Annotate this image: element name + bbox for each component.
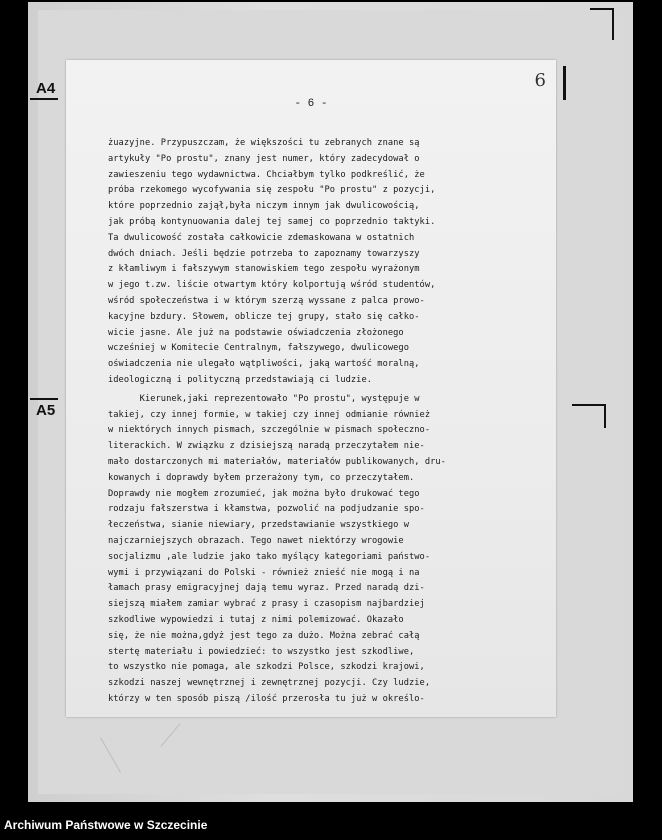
text-line: żuazyjne. Przypuszczam, że większości tu zebranych znane są (108, 138, 420, 148)
text-line: się, że nie można,gdyż jest tego za dużo. Można zebrać całą (108, 630, 420, 641)
text-line: wcześniej w Komitecie Centralnym, fałszywego, dwulicowego (108, 343, 409, 354)
text-line: wicie jasne. Ale już na podstawie oświadczenia złożonego (108, 327, 404, 338)
text-line: socjalizmu ,ale ludzie jako tako myślący kategoriami państwo- (108, 551, 431, 562)
text-line: stertę materiału i powiedzieć: to wszystko jest szkodliwe, (108, 646, 415, 657)
crop-mark-top-right (590, 8, 614, 40)
text-line: rodzaju fałszerstwa i kłamstwa, pozwolić na podjudzanie spo- (108, 504, 425, 515)
sheet-corner-mark (553, 66, 566, 100)
text-line: Ta dwulicowość została całkowicie zdemaskowana w ostatnich (108, 232, 415, 243)
text-line: dwóch dniach. Jeśli będzie potrzeba to zapoznamy towarzyszy (108, 248, 420, 259)
archive-credit: Archiwum Państwowe w Szczecinie (4, 818, 208, 832)
text-line: wymi i przywiązani do Polski - również znieść nie mogą i na (108, 567, 420, 578)
text-line: w jego t.zw. liście otwartym który kolportują wśród studentów, (108, 280, 436, 291)
page-number: - 6 - (294, 98, 328, 110)
text-line: w niektórych innych pismach, szczególnie w pismach społeczno- (108, 425, 431, 436)
text-line: zawieszeniu tego wydawnictwa. Chciałbym tylko podkreślić, że (108, 169, 425, 180)
crop-mark-top-left (30, 98, 58, 101)
text-line: którzy w ten sposób piszą /ilość przerosła tu już w określo- (108, 693, 425, 704)
text-line: literackich. W związku z dzisiejszą naradą przeczytałem nie- (108, 441, 425, 452)
text-line: wśród społeczeństwa i w którym szerzą wyssane z palca prowo- (108, 295, 425, 306)
text-line: z kłamliwym i fałszywym stanowiskiem tego zespołu wyrażonym (108, 264, 420, 275)
text-line: łeczeństwa, sianie niewiary, przedstawianie wszystkiego w (108, 520, 409, 531)
text-line: oświadczenia nie ulegało wątpliwości, jaką wartość moralną, (108, 359, 420, 370)
text-line: kowanych i doprawdy byłem przerażony tym, co przeczytałem. (108, 472, 415, 483)
text-line: najczarniejszych obrazach. Tego nawet niektórzy wrogowie (108, 535, 404, 546)
handwritten-page-number: 6 (534, 70, 546, 91)
text-line: to wszystko nie pomaga, ale szkodzi Polsce, szkodzi krajowi, (108, 662, 425, 673)
text-line: próba rzekomego wycofywania się zespołu "Po prostu" z pozycji, (108, 185, 436, 196)
text-line: szkodzi naszej wewnętrznej i zewnętrznej pozycji. Czy ludzie, (108, 678, 431, 689)
text-line: łamach prasy emigracyjnej dają temu wyraz. Przed naradą dzi- (108, 583, 425, 594)
text-line: siejszą miałem zamiar wybrać z prasy i czasopism najbardziej (108, 599, 425, 610)
typed-text-body (108, 136, 544, 708)
crop-mark-left (30, 398, 58, 401)
text-line: Kierunek,jaki reprezentowało "Po prostu", występuje w (108, 393, 420, 404)
text-line: które poprzednio zajął,była niczym innym jak dwulicowością, (108, 201, 420, 212)
text-line: ideologiczną i polityczną przedstawiają ci ludzie. (108, 374, 373, 385)
text-line: artykuły "Po prostu", znany jest numer, który zadecydował o (108, 153, 420, 164)
text-line: mało dostarczonych mi materiałów, materiałów publikowanych, dru- (108, 456, 446, 467)
text-line: jak próbą kontynuowania dalej tej samej co poprzednio taktyki. (108, 216, 436, 227)
text-line: szkodliwe wypowiedzi i tutaj z nimi polemizować. Okazało (108, 614, 404, 625)
margin-label-a5: A5 (36, 402, 56, 419)
text-line: kacyjne bzdury. Słowem, oblicze tej grupy, stało się całko- (108, 311, 420, 322)
text-line: takiej, czy innej formie, w takiej czy innej odmianie również (108, 409, 431, 420)
text-line: Doprawdy nie mogłem zrozumieć, jak można było drukować tego (108, 488, 420, 499)
margin-label-a4: A4 (36, 80, 56, 97)
crop-mark-mid-right (572, 404, 606, 428)
